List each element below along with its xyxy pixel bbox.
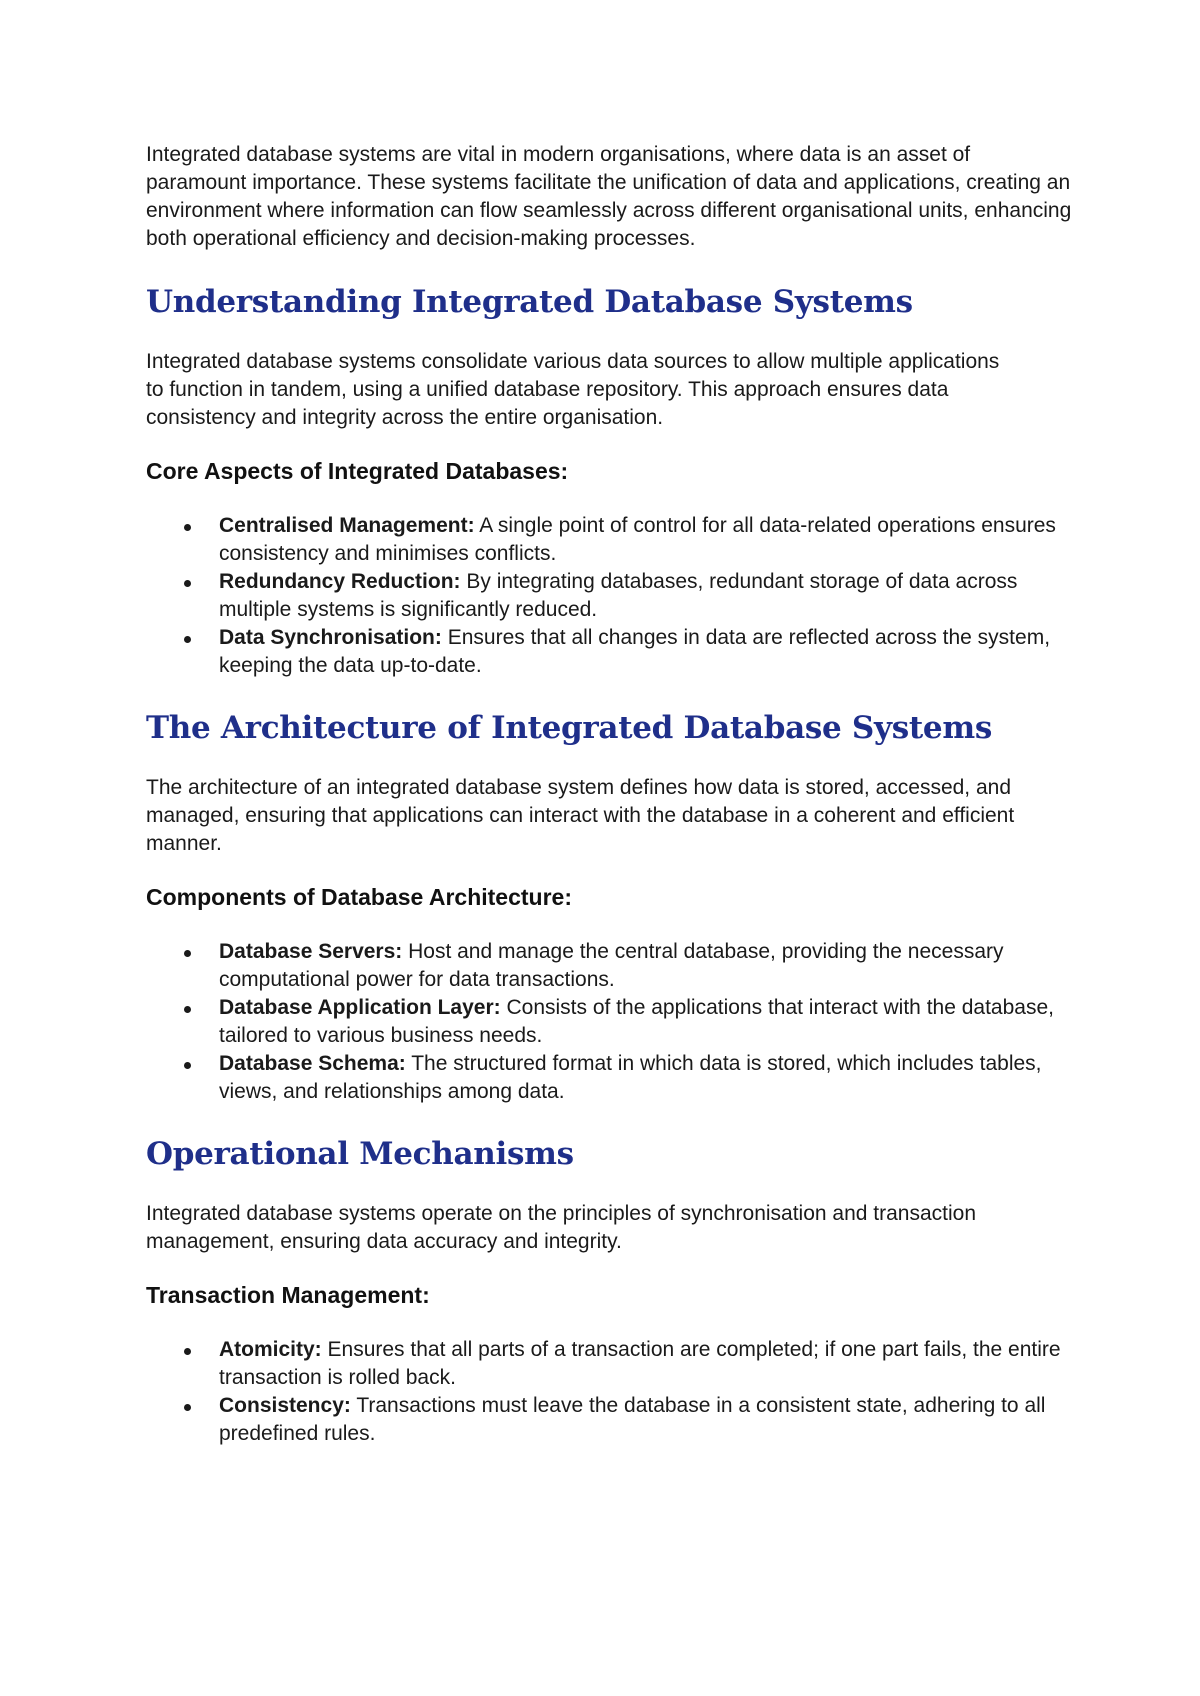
list-item: [146, 938, 1076, 994]
list-item-term: Database Schema:: [219, 1052, 406, 1075]
list-item-term: Atomicity:: [219, 1338, 322, 1361]
list-item: [146, 568, 1076, 624]
bullet-icon: [184, 950, 191, 957]
section-heading-understanding: Understanding Integrated Database Systems: [146, 284, 913, 320]
section-heading-architecture: The Architecture of Integrated Database Systems: [146, 710, 992, 746]
bullet-icon: [184, 636, 191, 643]
list-item-desc: Ensures that all changes in data are reflected across the system, keeping the data up-to-date.: [219, 626, 1051, 677]
list-item: [146, 1050, 1076, 1106]
bullet-icon: [184, 1404, 191, 1411]
list-item: [146, 512, 1076, 568]
list-item-desc: The structured format in which data is stored, which includes tables, views, and relationships among data.: [219, 1052, 1042, 1103]
section3-subheading: Transaction Management:: [146, 1282, 430, 1308]
list-item-term: Data Synchronisation:: [219, 626, 442, 649]
section2-subheading: Components of Database Architecture:: [146, 884, 572, 910]
list-item-term: Database Servers:: [219, 940, 403, 963]
list-item: [146, 1336, 1076, 1392]
bullet-icon: [184, 524, 191, 531]
list-item: [146, 994, 1076, 1050]
intro-paragraph: Integrated database systems are vital in modern organisations, where data is an asset of paramount importance. These systems facilitate the unification of data and applications, creating an environment where information can flow seamlessly across different organisational units, enhancing both operational efficiency and decision-making processes.: [146, 143, 1072, 250]
document-page: [146, 141, 1076, 1448]
section1-list: [146, 512, 1076, 680]
section2-paragraph: The architecture of an integrated database system defines how data is stored, accessed, and managed, ensuring that applications can interact with the database in a coherent and efficient manner.: [146, 776, 1015, 855]
bullet-icon: [184, 580, 191, 587]
bullet-icon: [184, 1348, 191, 1355]
list-item-term: Centralised Management:: [219, 514, 475, 537]
list-item-desc: Consists of the applications that interact with the database, tailored to various business needs.: [219, 996, 1054, 1047]
section2-list: [146, 938, 1076, 1106]
section1-paragraph: Integrated database systems consolidate various data sources to allow multiple applications to function in tandem, using a unified database repository. This approach ensures data consistency and integrity across the entire organisation.: [146, 350, 1000, 429]
list-item-term: Consistency:: [219, 1394, 351, 1417]
list-item: [146, 624, 1076, 680]
list-item: [146, 1392, 1076, 1448]
list-item-term: Database Application Layer:: [219, 996, 501, 1019]
bullet-icon: [184, 1062, 191, 1069]
list-item-desc: Ensures that all parts of a transaction are completed; if one part fails, the entire transaction is rolled back.: [219, 1338, 1061, 1389]
list-item-desc: A single point of control for all data-related operations ensures consistency and minimises conflicts.: [219, 514, 1056, 565]
bullet-icon: [184, 1006, 191, 1013]
section3-list: [146, 1336, 1076, 1448]
list-item-term: Redundancy Reduction:: [219, 570, 461, 593]
section-heading-operational: Operational Mechanisms: [146, 1136, 574, 1172]
list-item-desc: By integrating databases, redundant storage of data across multiple systems is significantly reduced.: [219, 570, 1018, 621]
list-item-desc: Host and manage the central database, providing the necessary computational power for data transactions.: [219, 940, 1004, 991]
section3-paragraph: Integrated database systems operate on the principles of synchronisation and transaction management, ensuring data accuracy and integrity.: [146, 1202, 977, 1253]
section1-subheading: Core Aspects of Integrated Databases:: [146, 458, 569, 484]
list-item-desc: Transactions must leave the database in a consistent state, adhering to all predefined rules.: [219, 1394, 1046, 1445]
